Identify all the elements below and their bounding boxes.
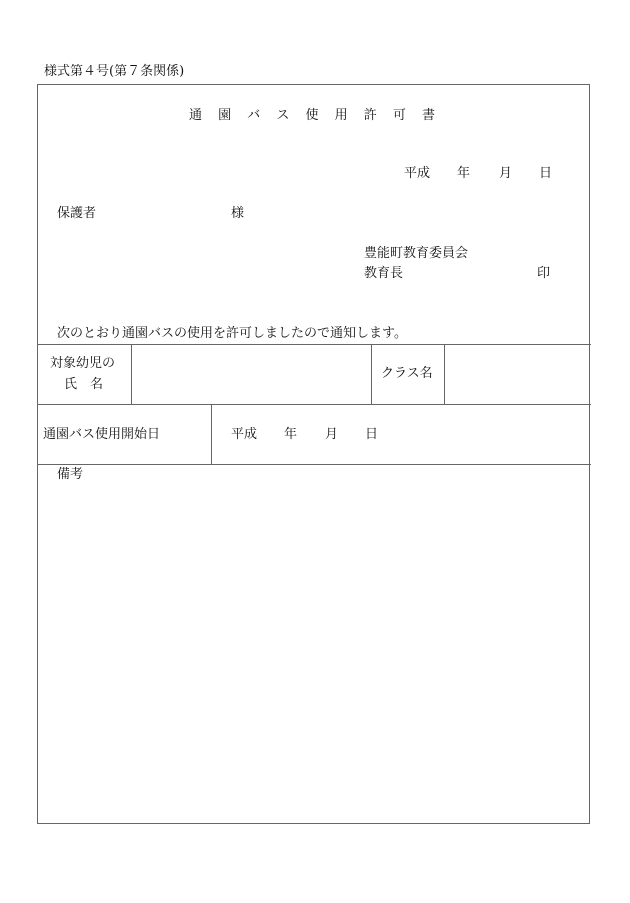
form-frame <box>37 84 590 824</box>
divider <box>211 404 212 464</box>
divider <box>444 344 445 404</box>
child-name-label-2: 氏 名 <box>64 377 104 392</box>
divider <box>37 464 591 465</box>
divider <box>37 404 591 405</box>
start-date-year: 年 <box>284 427 298 442</box>
guardian-suffix: 様 <box>231 206 245 221</box>
remarks-label: 備考 <box>57 467 84 482</box>
child-name-label: 対象幼児の <box>50 356 116 371</box>
issue-date-era: 平成 <box>404 166 431 181</box>
seal-mark: 印 <box>537 266 551 281</box>
start-date-era: 平成 <box>231 427 258 442</box>
issue-date-day: 日 <box>539 166 553 181</box>
divider <box>371 344 372 404</box>
issuer-title: 教育長 <box>364 266 404 281</box>
issuer-organization: 豊能町教育委員会 <box>364 246 469 261</box>
notice-text: 次のとおり通園バスの使用を許可しましたので通知します。 <box>57 326 407 341</box>
start-date-day: 日 <box>365 427 379 442</box>
form-number: 様式第４号(第７条関係) <box>44 64 185 79</box>
document-title: 通 園 バ ス 使 用 許 可 書 <box>188 108 442 123</box>
issue-date-year: 年 <box>457 166 471 181</box>
issue-date-month: 月 <box>499 166 513 181</box>
start-date-label: 通園バス使用開始日 <box>43 427 161 442</box>
class-label: クラス名 <box>381 366 433 381</box>
divider <box>37 344 591 345</box>
start-date-month: 月 <box>325 427 339 442</box>
divider <box>131 344 132 404</box>
guardian-label: 保護者 <box>57 206 97 221</box>
